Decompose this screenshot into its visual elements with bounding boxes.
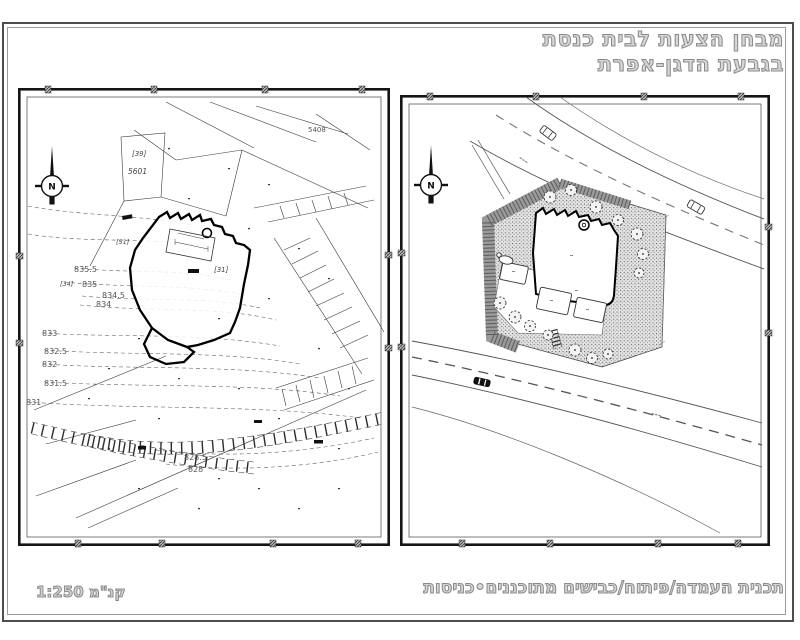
scale-label: קנ"מ [88, 583, 126, 601]
contour-833: 833 [42, 329, 58, 338]
contour-832: 832 [42, 360, 58, 369]
sheet-title-line1: מבחן הצעות לבית כנסת [542, 27, 784, 51]
sheet-title-line2: בגבעת הדגן-אפרת [597, 52, 784, 76]
scale-note [36, 583, 126, 601]
parcel-label-31: [31] [214, 266, 229, 274]
car-icon [539, 125, 557, 141]
contour-831-5: 831.5 [44, 379, 67, 388]
contour-834-5: 834.5 [102, 291, 125, 300]
sheet-title [543, 27, 784, 77]
site-plot [472, 140, 669, 367]
bottom-road [412, 341, 762, 533]
contour-832-5: 832.5 [44, 347, 67, 356]
north-arrow [35, 146, 69, 205]
parcel-label-5601: 5601 [128, 167, 148, 176]
north-letter: N [427, 181, 435, 192]
contour-834: 834 [96, 300, 112, 309]
car-icon [687, 199, 706, 214]
contour-828-5: 828.5 [184, 453, 207, 462]
parcel-label-39: [39] [132, 150, 147, 158]
plot-boundary-bold [130, 212, 250, 364]
north-arrow [414, 145, 448, 204]
ladder-road-bands [32, 412, 384, 474]
parcel-label-51: [51] [116, 238, 130, 246]
survey-map-panel [18, 88, 390, 546]
contour-835: 835 [82, 280, 98, 289]
contour-835-5: 835.5 [74, 265, 97, 274]
contour-831: 831 [26, 398, 42, 407]
car-icon-filled [473, 376, 491, 387]
scale-value: 1:250 [36, 583, 84, 601]
contour-828: 828 [188, 465, 204, 474]
parcel-label-5408: 5408 [308, 126, 326, 134]
north-letter: N [48, 182, 56, 193]
site-plan-panel [400, 95, 770, 546]
parcel-label-34: [34] [60, 280, 74, 288]
plan-title: תכנית העמדה/פיתוח/כבישים מתוכננים•כניסות [423, 578, 784, 598]
